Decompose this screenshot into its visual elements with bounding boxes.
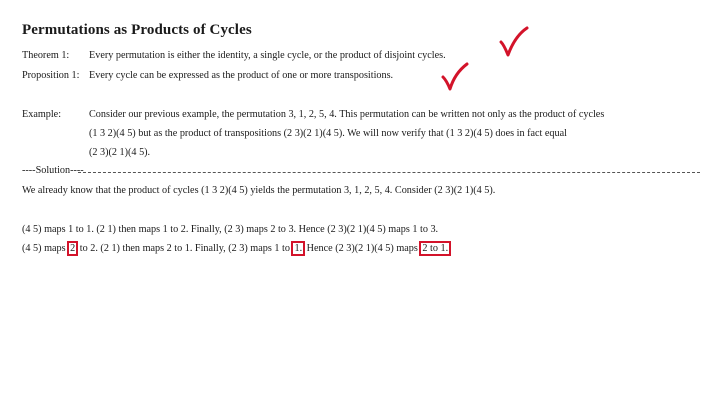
- highlight-box: 2 to 1.: [419, 241, 451, 256]
- mapping-line-a: (4 5) maps 1 to 1. (2 1) then maps 1 to 2. Finally, (2 3) maps 2 to 3. Hence (2 3)(2 1)(4 5) maps 1 to 3.: [22, 224, 439, 235]
- mapping-line-b-part-2: to 2. (2 1) then maps 2 to 1. Finally, (2 3) maps 1 to: [77, 243, 293, 254]
- checkmark-icon: [440, 62, 470, 92]
- checkmark-icon: [498, 26, 530, 58]
- mapping-line-b: [22, 243, 450, 254]
- solution-intro: We already know that the product of cycles (1 3 2)(4 5) yields the permutation 3, 1, 2, 5, 4. Consider (2 3)(2 1)(4 5).: [22, 185, 496, 196]
- mapping-line-b-part-3: Hence (2 3)(2 1)(4 5) maps: [304, 243, 421, 254]
- theorem-label: Theorem 1:: [22, 50, 70, 61]
- solution-divider: [78, 172, 700, 173]
- solution-label: ----Solution----: [22, 165, 84, 176]
- example-line-2: (1 3 2)(4 5) but as the product of transpositions (2 3)(2 1)(4 5). We will now verify that (1 3 2)(4 5) does in fact equal: [89, 128, 567, 139]
- example-line-1: Consider our previous example, the permutation 3, 1, 2, 5, 4. This permutation can be written not only as the product of cycles: [89, 109, 605, 120]
- example-line-3: (2 3)(2 1)(4 5).: [89, 147, 151, 158]
- mapping-line-b-part-1: (4 5) maps: [22, 243, 69, 254]
- proposition-text: Every cycle can be expressed as the product of one or more transpositions.: [89, 70, 394, 81]
- proposition-label: Proposition 1:: [22, 70, 80, 81]
- page-title: Permutations as Products of Cycles: [22, 22, 252, 38]
- example-label: Example:: [22, 109, 62, 120]
- theorem-text: Every permutation is either the identity, a single cycle, or the product of disjoint cycles.: [89, 50, 446, 61]
- highlight-box: 2: [67, 241, 78, 256]
- highlight-box: 1.: [291, 241, 305, 256]
